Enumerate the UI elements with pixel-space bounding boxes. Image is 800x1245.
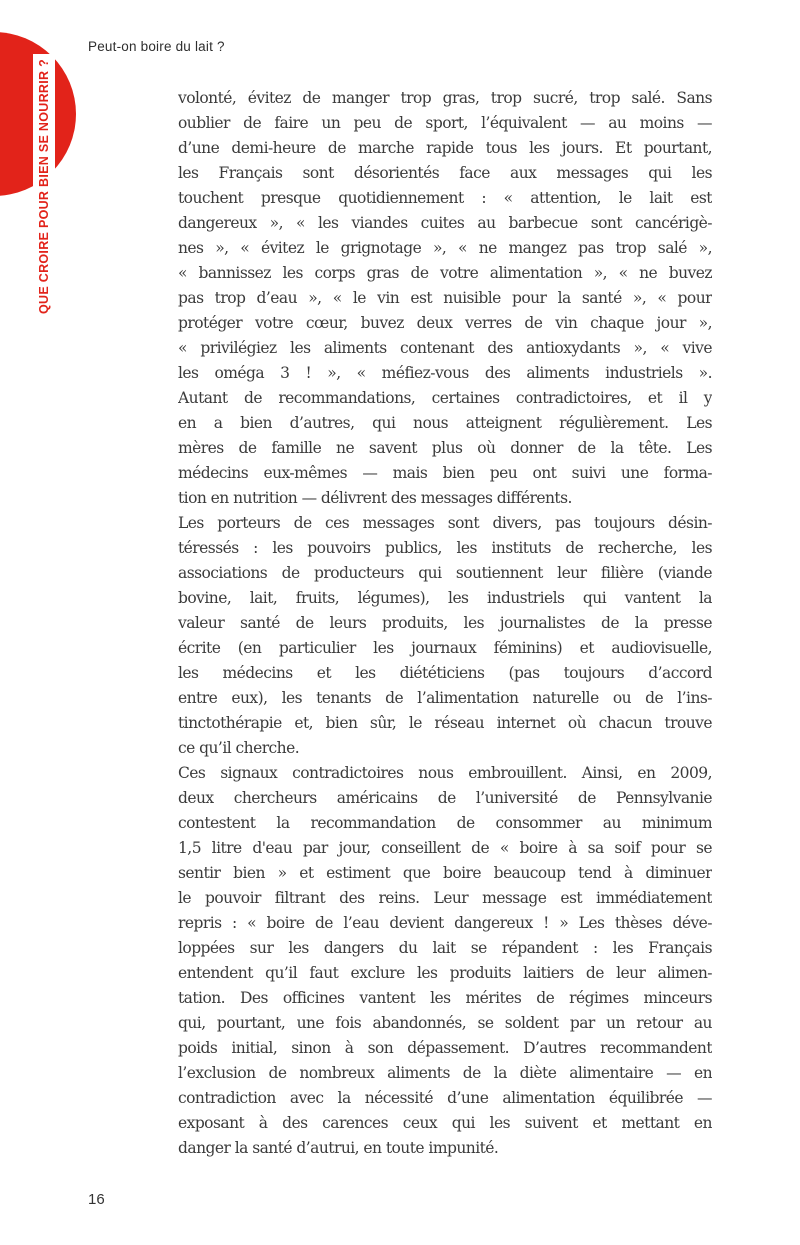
body-line: nes », « évitez le grignotage », « ne mangez pas trop salé », [178,239,712,257]
body-line: en a bien d’autres, qui nous atteignent régulièrement. Les [178,414,712,432]
body-line: loppées sur les dangers du lait se répandent : les Français [178,939,712,957]
body-line: oublier de faire un peu de sport, l’équivalent — au moins — [178,114,712,132]
body-line: dangereux », « les viandes cuites au barbecue sont cancérigè- [178,214,712,232]
body-line: écrite (en particulier les journaux féminins) et audiovisuelle, [178,639,712,657]
body-line: 1,5 litre d'eau par jour, conseillent de « boire à sa soif pour se [178,839,712,857]
chapter-title-vertical: QUE CROIRE POUR BIEN SE NOURRIR ? [33,54,55,319]
body-line: mères de famille ne savent plus où donner de la tête. Les [178,439,712,457]
body-line: tion en nutrition — délivrent des messages différents. [178,489,572,507]
body-line: protéger votre cœur, buvez deux verres de vin chaque jour », [178,314,712,332]
body-line: bovine, lait, fruits, légumes), les industriels qui vantent la [178,589,712,607]
body-line: tinctothérapie et, bien sûr, le réseau internet où chacun trouve [178,714,712,732]
body-line: deux chercheurs américains de l’université de Pennsylvanie [178,789,712,807]
body-line: valeur santé de leurs produits, les journalistes de la presse [178,614,712,632]
paragraph [178,511,712,761]
body-line: qui, pourtant, une fois abandonnés, se soldent par un retour au [178,1014,712,1032]
body-line: ce qu’il cherche. [178,739,300,757]
paragraph [178,86,712,511]
body-line: entendent qu’il faut exclure les produits laitiers de leur alimen- [178,964,712,982]
body-line: danger la santé d’autrui, en toute impunité. [178,1139,499,1157]
body-line: d’une demi-heure de marche rapide tous les jours. Et pourtant, [178,139,712,157]
body-line: poids initial, sinon à son dépassement. D’autres recommandent [178,1039,712,1057]
body-line: contradiction avec la nécessité d’une alimentation équilibrée — [178,1089,712,1107]
body-line: sentir bien » et estiment que boire beaucoup tend à diminuer [178,864,712,882]
body-line: tation. Des officines vantent les mérites de régimes minceurs [178,989,712,1007]
body-line: Les porteurs de ces messages sont divers, pas toujours désin- [178,514,712,532]
body-line: Autant de recommandations, certaines contradictoires, et il y [178,389,712,407]
body-line: pas trop d’eau », « le vin est nuisible pour la santé », « pour [178,289,712,307]
body-text [178,86,712,1161]
body-line: associations de producteurs qui soutiennent leur filière (viande [178,564,712,582]
body-line: Ces signaux contradictoires nous embrouillent. Ainsi, en 2009, [178,764,712,782]
running-header: Peut-on boire du lait ? [88,39,225,54]
body-line: les médecins et les diététiciens (pas toujours d’accord [178,664,712,682]
body-line: repris : « boire de l’eau devient dangereux ! » Les thèses déve- [178,914,712,932]
paragraph [178,761,712,1161]
body-line: téressés : les pouvoirs publics, les instituts de recherche, les [178,539,712,557]
body-line: volonté, évitez de manger trop gras, trop sucré, trop salé. Sans [178,89,712,107]
body-line: exposant à des carences ceux qui les suivent et mettant en [178,1114,712,1132]
body-line: entre eux), les tenants de l’alimentation naturelle ou de l’ins- [178,689,712,707]
body-line: « bannissez les corps gras de votre alimentation », « ne buvez [178,264,712,282]
body-line: touchent presque quotidiennement : « attention, le lait est [178,189,712,207]
body-line: contestent la recommandation de consommer au minimum [178,814,712,832]
body-line: le pouvoir filtrant des reins. Leur message est immédiatement [178,889,712,907]
page-number: 16 [88,1191,105,1208]
body-line: les oméga 3 ! », « méfiez-vous des aliments industriels ». [178,364,712,382]
body-line: les Français sont désorientés face aux messages qui les [178,164,712,182]
body-line: « privilégiez les aliments contenant des antioxydants », « vive [178,339,712,357]
body-line: médecins eux-mêmes — mais bien peu ont suivi une forma- [178,464,712,482]
body-line: l’exclusion de nombreux aliments de la diète alimentaire — en [178,1064,712,1082]
